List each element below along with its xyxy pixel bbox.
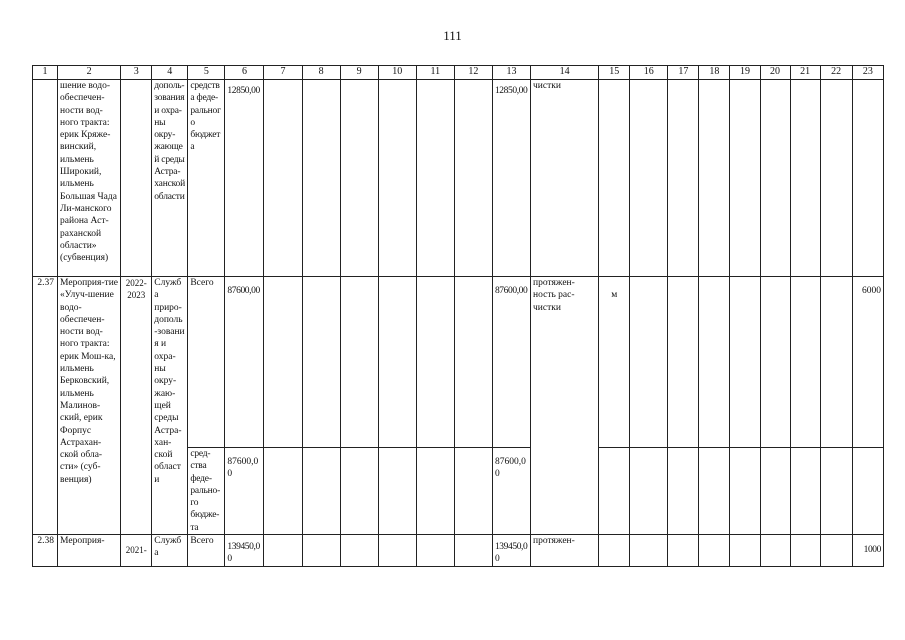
col-header: 19 [730, 66, 760, 80]
indicator-cell: протяжен-ность рас-чистки [531, 277, 599, 535]
col-header: 3 [121, 66, 152, 80]
col-header: 8 [302, 66, 340, 80]
funding-source-cell: средства феде-рального бюджета [188, 80, 225, 277]
col-header: 2 [58, 66, 121, 80]
col-header: 11 [416, 66, 454, 80]
amount-cell: 87600,00 [492, 448, 530, 535]
executor-cell: Служба [152, 535, 188, 567]
measure-name-cell: Мероприя-тие «Улуч-шение водо-обеспечен-ности вод-ного тракта: ерик Мош-ка, ильмень Берковский, ильмень Малинов-ский, ерик Форпус Астрахан-ской обла-сти» (суб-венция) [58, 277, 121, 535]
amount-cell: 87600,00 [492, 277, 530, 448]
unit-cell: м [599, 277, 630, 448]
col-header: 15 [599, 66, 630, 80]
target-value-cell: 1000 [852, 535, 883, 567]
col-header: 5 [188, 66, 225, 80]
total-amount-cell: 12850,00 [225, 80, 264, 277]
column-number-row [33, 66, 884, 80]
executor-cell: Служба приро-дополь-зования и охра-ны окру-жаю-щей среды Астра-хан-ской области [152, 277, 188, 535]
col-header: 17 [668, 66, 699, 80]
col-header: 21 [790, 66, 820, 80]
measures-table [32, 65, 884, 567]
indicator-cell: чистки [531, 80, 599, 277]
total-amount-cell: 87600,00 [225, 277, 264, 448]
measure-name-cell: Мероприя- [58, 535, 121, 567]
period-cell: 2021- [121, 535, 152, 567]
col-header: 23 [852, 66, 883, 80]
col-header: 18 [699, 66, 730, 80]
table-row [33, 80, 884, 277]
table-row [33, 277, 884, 448]
col-header: 16 [630, 66, 668, 80]
executor-cell: дополь-зования и охра-ны окру-жающей среды Астра-ханской области [152, 80, 188, 277]
funding-source-cell: Всего [188, 535, 225, 567]
federal-amount-cell: 87600,00 [225, 448, 264, 535]
indicator-cell: протяжен- [531, 535, 599, 567]
col-header: 12 [454, 66, 492, 80]
page-number: 111 [443, 28, 462, 43]
amount-cell: 12850,00 [492, 80, 530, 277]
amount-cell: 139450,00 [492, 535, 530, 567]
col-header: 22 [820, 66, 852, 80]
col-header: 10 [378, 66, 416, 80]
col-header: 20 [760, 66, 790, 80]
measure-name-cell: шение водо-обеспечен-ности вод-ного тракта: ерик Кряже-винский, ильмень Широкий, ильмень Большая Чада Ли-манского района Аст-раханской области» (субвенция) [58, 80, 121, 277]
col-header: 9 [340, 66, 378, 80]
funding-source-cell: сред-ства феде-рально-го бюдже-та [188, 448, 225, 535]
col-header: 1 [33, 66, 58, 80]
col-header: 14 [531, 66, 599, 80]
total-amount-cell: 139450,00 [225, 535, 264, 567]
row-number-cell: 2.37 [33, 277, 58, 535]
col-header: 6 [225, 66, 264, 80]
target-value-cell: 6000 [852, 277, 883, 448]
table-row [33, 535, 884, 567]
col-header: 13 [492, 66, 530, 80]
period-cell: 2022-2023 [121, 277, 152, 535]
col-header: 7 [264, 66, 302, 80]
row-number-cell: 2.38 [33, 535, 58, 567]
funding-source-cell: Всего [188, 277, 225, 448]
col-header: 4 [152, 66, 188, 80]
